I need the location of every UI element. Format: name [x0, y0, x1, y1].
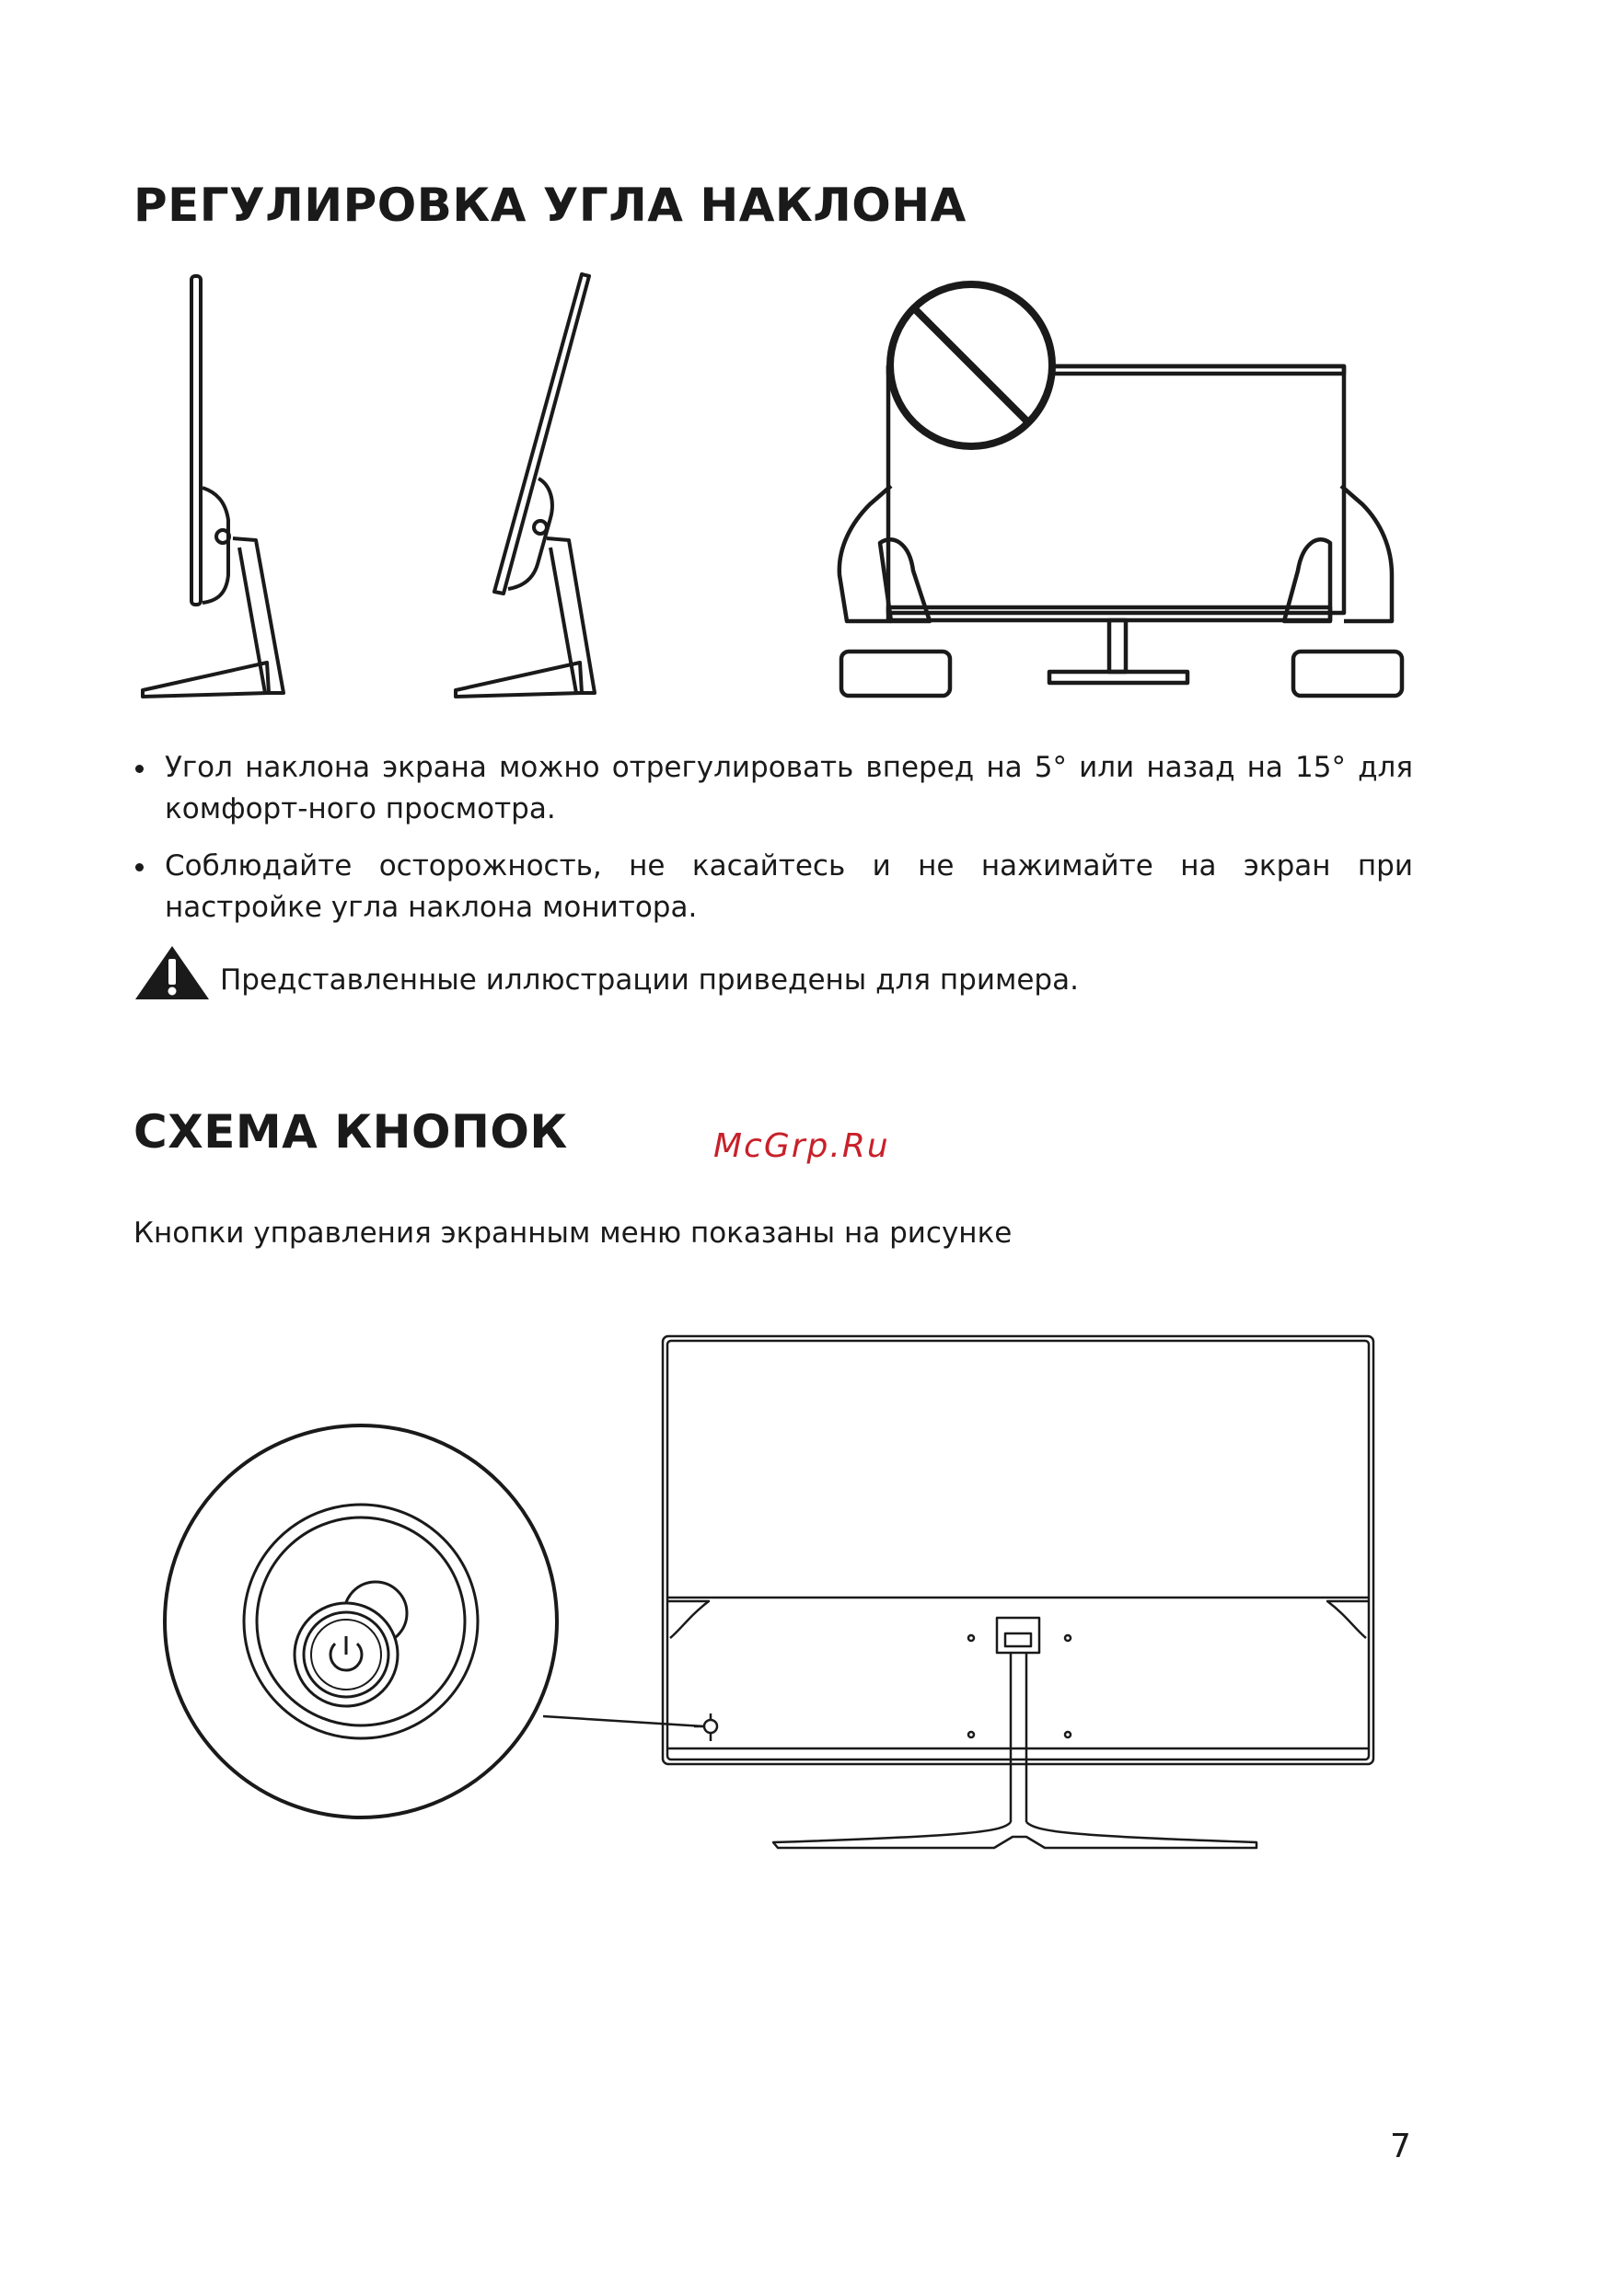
- power-icon: [295, 1603, 398, 1706]
- illustration-note: [133, 944, 1079, 1001]
- list-item: Угол наклона экрана можно отрегулировать вперед на 5° или назад на 15° для комфорт-ного просмотра.: [133, 747, 1413, 830]
- page-number: 7: [1390, 2128, 1411, 2165]
- section-title-tilt: РЕГУЛИРОВКА УГЛА НАКЛОНА: [133, 179, 967, 232]
- list-item: Соблюдайте осторожность, не касайтесь и не нажимайте на экран при настройке угла наклона монитора.: [133, 846, 1413, 929]
- warning-triangle-icon: [133, 944, 211, 1001]
- monitor-rear-view-buttons: [166, 1325, 1381, 1868]
- note-text: Представленные иллюстрации приведены для примера.: [220, 963, 1079, 997]
- section-title-buttons: СХЕМА КНОПОК: [133, 1105, 568, 1159]
- monitor-side-view-tilted: [451, 271, 608, 704]
- tilt-instructions-list: [133, 747, 1413, 944]
- buttons-intro-text: Кнопки управления экранным меню показаны на рисунке: [133, 1217, 1013, 1250]
- monitor-side-view-upright: [138, 271, 295, 704]
- prohibition-icon: [890, 284, 1052, 446]
- watermark: McGrp.Ru: [713, 1127, 890, 1165]
- monitor-handling-warning: [828, 276, 1399, 709]
